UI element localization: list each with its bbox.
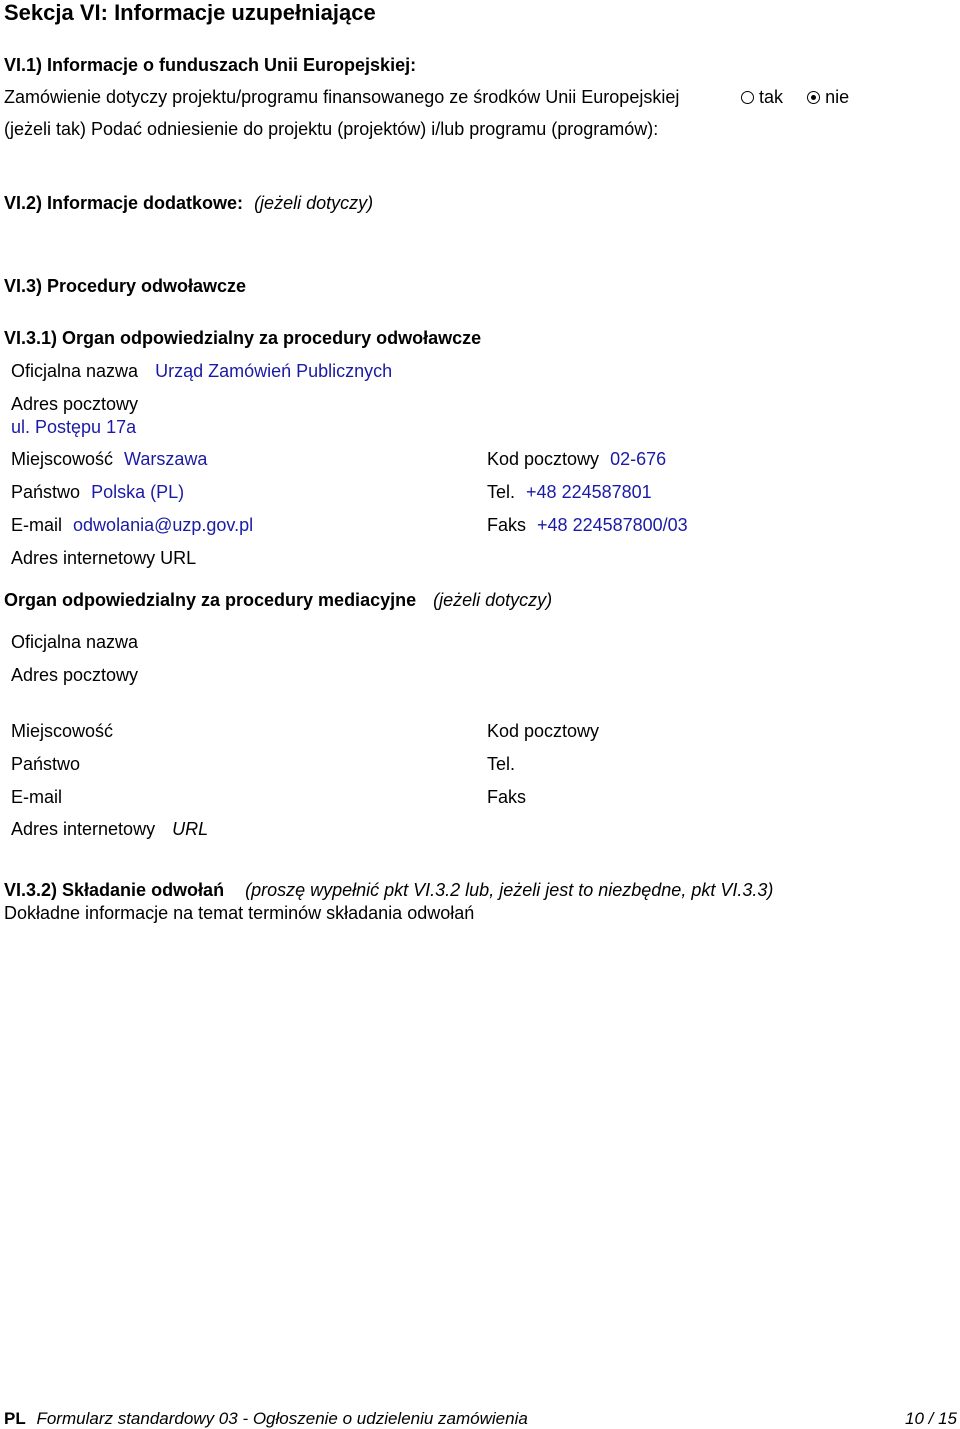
mediation-country-label: Państwo — [11, 754, 81, 774]
vi32-note: (proszę wypełnić pkt VI.3.2 lub, jeżeli jest to niezbędne, pkt VI.3.3) — [245, 880, 774, 900]
mediation-heading: Organ odpowiedzialny za procedury mediacyjne — [4, 590, 417, 610]
vi31-heading: VI.3.1) Organ odpowiedzialny za procedury odwoławcze — [4, 328, 482, 348]
mediation-fax-label: Faks — [487, 787, 527, 807]
footer-lang: PL — [4, 1409, 26, 1428]
fax-label: Faks — [487, 515, 527, 535]
phone-label: Tel. — [487, 482, 516, 502]
mediation-url-row — [11, 819, 208, 840]
email-value[interactable]: odwolania@uzp.gov.pl — [73, 515, 254, 535]
section-title: Sekcja VI: Informacje uzupełniające — [4, 0, 376, 25]
radio-yes[interactable] — [741, 91, 754, 104]
footer-page-number: 10 / 15 — [905, 1409, 957, 1428]
vi32-line — [4, 880, 773, 901]
postal-address-label: Adres pocztowy — [11, 394, 139, 414]
city-row — [11, 449, 207, 470]
country-label: Państwo — [11, 482, 81, 502]
vi2-line — [4, 193, 373, 214]
eu-funds-question: Zamówienie dotyczy projektu/programu finansowanego ze środków Unii Europejskiej — [4, 87, 680, 107]
footer-left — [4, 1409, 528, 1429]
radio-no-label: nie — [825, 87, 850, 107]
mediation-postal-address-label: Adres pocztowy — [11, 665, 139, 685]
fax-row — [487, 515, 688, 536]
postal-address-value: ul. Postępu 17a — [11, 417, 137, 437]
phone-row — [487, 482, 652, 503]
email-label: E-mail — [11, 515, 63, 535]
footer-form-name: Formularz standardowy 03 - Ogłoszenie o udzieleniu zamówienia — [36, 1409, 528, 1428]
eu-funds-radio-group — [741, 87, 849, 108]
postcode-value: 02-676 — [610, 449, 667, 469]
mediation-postcode-label: Kod pocztowy — [487, 721, 600, 741]
mediation-line — [4, 590, 552, 611]
official-name-value: Urząd Zamówień Publicznych — [155, 361, 393, 381]
email-row — [11, 515, 253, 536]
phone-value: +48 224587801 — [526, 482, 652, 502]
vi32-detail-label: Dokładne informacje na temat terminów składania odwołań — [4, 903, 475, 923]
mediation-note: (jeżeli dotyczy) — [433, 590, 553, 610]
vi1-heading: VI.1) Informacje o funduszach Unii Europejskiej: — [4, 55, 417, 75]
eu-reference-label: (jeżeli tak) Podać odniesienie do projektu (projektów) i/lub programu (programów): — [4, 119, 659, 139]
mediation-official-name-label: Oficjalna nazwa — [11, 632, 139, 652]
mediation-city-label: Miejscowość — [11, 721, 114, 741]
url-label: Adres internetowy URL — [11, 548, 197, 568]
vi32-heading: VI.3.2) Składanie odwołań — [4, 880, 225, 900]
mediation-phone-label: Tel. — [487, 754, 516, 774]
postcode-row — [487, 449, 666, 470]
vi2-note: (jeżeli dotyczy) — [254, 193, 374, 213]
vi3-heading: VI.3) Procedury odwoławcze — [4, 276, 247, 296]
radio-yes-label: tak — [759, 87, 784, 107]
country-value: Polska (PL) — [91, 482, 185, 502]
official-name-row — [11, 361, 392, 382]
official-name-label: Oficjalna nazwa — [11, 361, 139, 381]
mediation-email-label: E-mail — [11, 787, 63, 807]
postcode-label: Kod pocztowy — [487, 449, 600, 469]
city-label: Miejscowość — [11, 449, 114, 469]
radio-no[interactable] — [807, 91, 820, 104]
fax-value: +48 224587800/03 — [537, 515, 688, 535]
mediation-url-suffix: URL — [172, 819, 209, 839]
mediation-url-label: Adres internetowy — [11, 819, 156, 839]
city-value: Warszawa — [124, 449, 208, 469]
vi2-heading: VI.2) Informacje dodatkowe: — [4, 193, 244, 213]
country-row — [11, 482, 184, 503]
